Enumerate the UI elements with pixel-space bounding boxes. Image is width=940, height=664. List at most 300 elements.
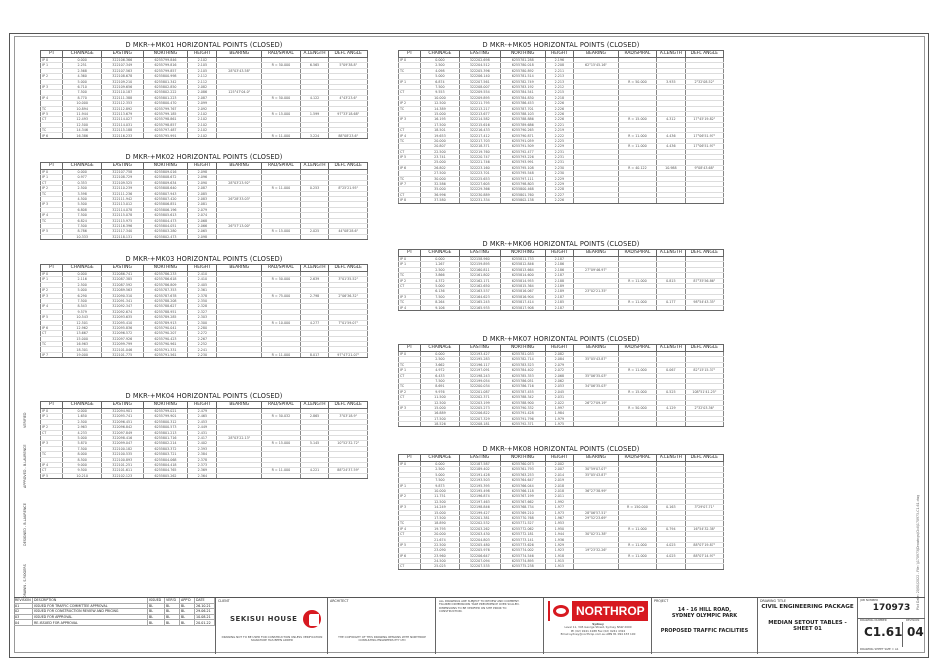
revision-cell: 20.01.22	[195, 620, 215, 626]
table-cell: 2.226	[545, 111, 574, 116]
table-cell: 322213.677	[459, 111, 500, 116]
table-cell: 9.000	[63, 462, 101, 467]
table-cell: IP 5	[41, 111, 63, 116]
table-cell: 1.936	[545, 537, 574, 542]
table-cell: 322092.674	[101, 309, 143, 314]
table-cell: 1.979	[545, 416, 574, 421]
table-cell: 1.950	[545, 526, 574, 531]
table-cell: 322113.679	[101, 111, 143, 116]
table-cell: 8.500	[63, 457, 101, 462]
table-cell: 1.967	[545, 515, 574, 520]
table-cell: IP 2	[399, 101, 421, 106]
table-cell: 322115.078	[101, 213, 143, 218]
table-cell: 322164.623	[459, 294, 500, 299]
column-header: EASTING	[459, 455, 500, 462]
revision-cell: BL	[180, 603, 195, 609]
table-cell: 1.977	[545, 505, 574, 510]
table-cell: 125°47'04.0"	[217, 90, 262, 95]
table-cell: IP 2	[41, 288, 63, 293]
table-cell: 322093.635	[101, 315, 143, 320]
table-cell: 3°03'18.9"	[329, 414, 368, 419]
table-cell: 2.081	[188, 202, 217, 207]
table-cell: 6255789.686	[500, 122, 545, 127]
table-cell: 98°54'43.35"	[685, 300, 723, 305]
column-header: DEFL ANGLE	[329, 51, 368, 58]
table-cell: 15.000	[63, 336, 101, 341]
table-cell: 6255802.850	[143, 84, 188, 89]
table-row	[399, 564, 724, 569]
column-header: EASTING	[101, 163, 143, 170]
table-cell: 322114.078	[101, 207, 143, 212]
table-cell: 11.751	[421, 494, 459, 499]
table-cell: 2.208	[545, 63, 574, 68]
table-cell: 6255783.192	[500, 84, 545, 89]
table-cell: 322202.371	[459, 395, 500, 400]
table-cell: 2.112	[188, 74, 217, 79]
table-cell: 30°59'07.07"	[574, 467, 619, 472]
table-cell: 2.211	[545, 68, 574, 73]
table-cell: 6255800.312	[143, 419, 188, 424]
table-cell: 9°08'43.68"	[685, 165, 723, 170]
column-header: BEARING	[574, 250, 619, 257]
table-cell: 322196.117	[459, 362, 500, 367]
table-cell: 322195.283	[459, 357, 500, 362]
column-header: A.LENGTH	[657, 345, 686, 352]
column-header: NORTHING	[143, 265, 188, 272]
table-cell: IP 4	[41, 213, 63, 218]
table-cell: 2.500	[63, 419, 101, 424]
table-cell: 44°08'28.6"	[329, 229, 368, 234]
table-cell: 322203.199	[459, 400, 500, 405]
column-header: CHAINAGE	[421, 250, 459, 257]
table-mk07	[398, 335, 724, 427]
table-cell: 322092.347	[101, 304, 143, 309]
table-cell: IP 4	[41, 304, 63, 309]
table-cell: 0.815	[657, 278, 686, 283]
table-cell: 322163.537	[459, 289, 500, 294]
table-cell: 6255788.951	[143, 309, 188, 314]
table-cell: 2°06'36.32"	[329, 293, 368, 298]
table-cell: 6255809.634	[143, 180, 188, 185]
table-cell: 19.653	[421, 133, 459, 138]
table-cell: 322200.034	[459, 384, 500, 389]
table-cell	[262, 473, 300, 478]
table-cell: 2.066	[188, 223, 217, 228]
table-cell	[685, 564, 723, 569]
column-header: BEARING	[574, 345, 619, 352]
table-cell: IP 5	[41, 229, 63, 234]
table-header-row	[41, 163, 368, 170]
column-header: EASTING	[459, 250, 500, 257]
side-label: APPROVED - B.LAURENCE	[23, 444, 27, 488]
table-cell: 322099.047	[101, 441, 143, 446]
table-cell: 5.000	[421, 472, 459, 477]
table-cell: 322165.935	[459, 305, 500, 310]
table-cell: 6255773.141	[500, 537, 545, 542]
table-cell: 6255812.846	[500, 262, 545, 267]
table-cell: 322116.233	[101, 133, 143, 138]
table-cell: 322094.901	[101, 409, 143, 414]
project-label: PROJECT	[654, 599, 669, 603]
column-header: DEFL ANGLE	[685, 345, 723, 352]
revision-row	[14, 620, 215, 626]
table-cell: 322162.171	[459, 278, 500, 283]
table-cell: 322219.760	[459, 149, 500, 154]
table-cell: 322195.498	[459, 488, 500, 493]
table-cell: 26.802	[421, 165, 459, 170]
table-cell: 6255767.662	[500, 499, 545, 504]
table-cell: 88°07'14.97"	[685, 553, 723, 558]
table-cell: 0.977	[63, 175, 101, 180]
table-cell: 322199.427	[459, 510, 500, 515]
table-cell: 4.221	[300, 468, 329, 473]
table-cell: 6255808.640	[143, 186, 188, 191]
table-cell: 2.500	[421, 63, 459, 68]
points-table	[398, 50, 724, 204]
table-cell: 17.500	[421, 515, 459, 520]
table-cell: 2.102	[188, 122, 217, 127]
table-cell: 322223.701	[459, 171, 500, 176]
consultant-panel	[544, 598, 652, 654]
table-cell: 322095.836	[101, 325, 143, 330]
table-cell: R = 50.000	[618, 79, 656, 84]
table-cell: 108°51'41.25"	[685, 389, 723, 394]
column-header: PT	[399, 345, 421, 352]
table-cell: 2.082	[545, 352, 574, 357]
table-cell: 10.000	[421, 95, 459, 100]
table-cell: IP 4	[41, 462, 63, 467]
table-row	[41, 133, 368, 138]
table-cell: 322220.747	[459, 155, 500, 160]
table-cell: 6255774.002	[500, 548, 545, 553]
table-cell: 6255788.208	[143, 298, 188, 303]
revision-cell: BL	[148, 609, 165, 615]
table-cell: 2.327	[188, 309, 217, 314]
table-cell: TC	[41, 452, 63, 457]
table-cell: 322112.353	[101, 101, 143, 106]
table-cell: 4.233	[63, 430, 101, 435]
table-cell: 8.017	[300, 352, 329, 357]
table-cell: 6255802.473	[143, 234, 188, 239]
table-cell: 322205.396	[459, 68, 500, 73]
table-cell: IP 6	[399, 165, 421, 170]
drawing-title-panel	[758, 598, 858, 654]
table-title: D MKR-+MK07 HORIZONTAL POINTS (CLOSED)	[482, 335, 640, 343]
table-cell: 2.085	[188, 191, 217, 196]
table-cell: 322206.140	[459, 74, 500, 79]
table-cell: 6255798.861	[143, 117, 188, 122]
table-cell: 10.210	[63, 473, 101, 478]
drawing-number: C1.61	[864, 625, 903, 639]
revision-cell: BL	[148, 603, 165, 609]
table-cell	[618, 305, 656, 310]
table-cell: 322111.388	[101, 95, 143, 100]
table-cell: 6255763.253	[500, 472, 545, 477]
sheet-size-label: DRAWING SHEET SIZE = A1	[860, 647, 899, 651]
table-cell: 9.553	[421, 90, 459, 95]
table-cell: 2.087	[188, 186, 217, 191]
table-cell: 322100.893	[101, 457, 143, 462]
table-cell: 2.045	[545, 389, 574, 394]
table-cell: 2.231	[545, 160, 574, 165]
column-header: DEFL ANGLE	[685, 455, 723, 462]
table-cell: 322108.678	[101, 74, 143, 79]
table-cell: 6255764.647	[500, 478, 545, 483]
table-cell	[217, 133, 262, 138]
table-cell: IP 5	[41, 473, 63, 478]
table-cell: IP 1	[399, 79, 421, 84]
table-cell: 18.501	[421, 128, 459, 133]
table-cell: 322214.582	[459, 117, 500, 122]
table-cell: 322204.803	[459, 537, 500, 542]
table-cell: CT	[41, 331, 63, 336]
project-description: PROPOSED TRAFFIC FACILITIES	[660, 628, 749, 634]
column-header: PT	[399, 455, 421, 462]
column-header: NORTHING	[500, 345, 545, 352]
table-cell: 3.662	[421, 362, 459, 367]
table-cell: 322203.430	[459, 532, 500, 537]
table-cell: 4.372	[421, 278, 459, 283]
column-header: BEARING	[217, 163, 262, 170]
table-cell: 2.226	[545, 106, 574, 111]
points-table	[40, 264, 368, 358]
column-header: A.LENGTH	[657, 250, 686, 257]
column-header: PT	[41, 402, 63, 409]
table-cell: 15.000	[421, 405, 459, 410]
table-cell: 2.196	[545, 58, 574, 63]
table-cell: TC	[41, 128, 63, 133]
revision-cell: BL	[165, 620, 180, 626]
revision-cell: 04	[14, 620, 33, 626]
table-cell: 2.072	[545, 368, 574, 373]
table-cell: 6255804.765	[143, 468, 188, 473]
table-cell: IP 2	[399, 494, 421, 499]
table-cell: 10.543	[63, 315, 101, 320]
table-cell: CT	[399, 149, 421, 154]
revision-table	[14, 598, 215, 626]
table-cell: 2.500	[421, 267, 459, 272]
table-cell: TC	[41, 191, 63, 196]
table-cell: 9.579	[63, 309, 101, 314]
column-header: EASTING	[101, 51, 143, 58]
table-cell: 6255801.716	[143, 435, 188, 440]
table-cell: 16°54'32.38"	[685, 526, 723, 531]
table-cell: 6255788.627	[143, 304, 188, 309]
table-cell: 2.229	[545, 144, 574, 149]
side-label: DESIGNED - B.LAURENCE	[23, 503, 27, 546]
table-cell: 0.000	[63, 409, 101, 414]
table-cell: 7.500	[63, 298, 101, 303]
table-cell: 88°24'37.59"	[329, 468, 368, 473]
table-cell: IP 6	[41, 133, 63, 138]
table-cell: 2.568	[63, 68, 101, 73]
table-cell: R = 11.000	[262, 133, 300, 138]
table-cell	[262, 234, 300, 239]
rev-header-description: DESCRIPTION	[33, 598, 148, 603]
table-cell: 18.301	[63, 347, 101, 352]
consultant-phone: Ph (02) 9241 4188 Fax (02) 9241 4324	[570, 628, 626, 633]
table-cell: 6255806.196	[143, 207, 188, 212]
table-cell: 6255786.453	[500, 101, 545, 106]
table-cell: 1.915	[545, 564, 574, 569]
table-cell: 322223.160	[459, 165, 500, 170]
revision-cell: 03	[14, 614, 33, 620]
table-cell: 6255800.470	[143, 101, 188, 106]
table-cell: R = 15.000	[618, 117, 656, 122]
table-cell: 16.195	[421, 117, 459, 122]
table-cell	[657, 305, 686, 310]
table-cell: 6255784.830	[500, 95, 545, 100]
client-note: DRAWING NOT TO BE USED FOR CONSTRUCTION UNLESS VERIFICATION SIGNATURE HAS BEEN ADDED	[221, 635, 323, 643]
table-cell: 6255799.021	[143, 409, 188, 414]
table-cell: 2.410	[188, 272, 217, 277]
table-cell: 322206.822	[459, 411, 500, 416]
table-cell: 322208.007	[459, 84, 500, 89]
table-cell: IP 0	[41, 58, 63, 63]
table-cell: 6255769.210	[500, 510, 545, 515]
table-cell: 2.187	[545, 273, 574, 278]
table-cell: 35°05'43.87"	[574, 357, 619, 362]
table-cell: 6255805.613	[143, 213, 188, 218]
column-header: A.LENGTH	[657, 51, 686, 58]
column-header: DEFL ANGLE	[329, 163, 368, 170]
table-cell: 6255804.473	[143, 218, 188, 223]
rev-header-issued: ISSUED	[148, 598, 165, 603]
table-cell	[399, 422, 421, 427]
revision-label: REVISION	[906, 618, 920, 622]
table-cell: TC	[399, 106, 421, 111]
table-cell: 29°52'23.69"	[574, 515, 619, 520]
table-cell: CT	[41, 180, 63, 185]
table-cell: 11.500	[421, 395, 459, 400]
column-header: RAD/SPIRAL	[618, 455, 656, 462]
table-cell: IP 0	[399, 58, 421, 63]
column-header: DEFL ANGLE	[685, 51, 723, 58]
table-cell: 6255795.548	[500, 171, 545, 176]
table-cell: 6255791.331	[143, 347, 188, 352]
table-cell: IP 0	[41, 272, 63, 277]
table-cell: 4.025	[657, 542, 686, 547]
points-table	[398, 249, 724, 311]
table-cell: 32.586	[421, 181, 459, 186]
table-cell: R = 11.000	[618, 542, 656, 547]
table-cell: 6255800.573	[143, 425, 188, 430]
table-cell: 322201.381	[459, 515, 500, 520]
table-cell: 6255768.734	[500, 505, 545, 510]
table-cell: 2.227	[545, 192, 574, 197]
table-cell: 6255790.961	[143, 342, 188, 347]
table-cell: 322201.087	[459, 389, 500, 394]
table-cell: 322114.027	[101, 117, 143, 122]
job-number: 170973	[872, 603, 911, 614]
table-title: D MKR-+MK04 HORIZONTAL POINTS (CLOSED)	[125, 392, 283, 400]
table-cell: 2.065	[188, 229, 217, 234]
table-cell: 7.500	[63, 90, 101, 95]
table-cell: 7.500	[421, 84, 459, 89]
table-cell: 2.112	[188, 79, 217, 84]
table-cell: 5.000	[421, 283, 459, 288]
table-cell: CT	[41, 117, 63, 122]
table-cell	[685, 305, 723, 310]
table-cell: 322207.561	[459, 79, 500, 84]
table-cell	[657, 422, 686, 427]
table-cell: 25.025	[421, 564, 459, 569]
table-cell: 6255790.423	[143, 336, 188, 341]
table-cell: IP 7	[399, 181, 421, 186]
table-cell: 2.350	[188, 298, 217, 303]
table-cell	[574, 422, 619, 427]
table-cell: 30.000	[421, 176, 459, 181]
table-cell: 322115.975	[101, 218, 143, 223]
table-cell	[657, 564, 686, 569]
table-cell: 8.770	[63, 95, 101, 100]
table-row	[399, 305, 724, 310]
table-cell: 2.241	[188, 347, 217, 352]
table-cell	[300, 473, 329, 478]
table-cell: 1.599	[300, 111, 329, 116]
table-cell: 322218.371	[459, 144, 500, 149]
table-cell: 2.090	[188, 180, 217, 185]
table-cell: 6255782.714	[500, 357, 545, 362]
table-cell: 6255802.214	[143, 441, 188, 446]
table-cell: 6255789.285	[143, 315, 188, 320]
table-cell: 322161.802	[459, 273, 500, 278]
table-cell: 6255797.111	[500, 176, 545, 181]
table-cell: 0.000	[421, 352, 459, 357]
table-cell: 6255805.262	[143, 473, 188, 478]
table-cell: 2.189	[545, 289, 574, 294]
table-cell: 6255804.418	[143, 462, 188, 467]
table-cell: 15.000	[421, 510, 459, 515]
table-cell: 17°06'51.97"	[685, 144, 723, 149]
table-cell: 6255813.664	[500, 267, 545, 272]
table-cell: 322116.396	[101, 223, 143, 228]
table-cell: 2.230	[545, 171, 574, 176]
table-cell: 322159.895	[459, 262, 500, 267]
table-cell: 35°05'43.87"	[574, 472, 619, 477]
table-cell: 322199.054	[459, 378, 500, 383]
table-cell: R = 11.000	[262, 352, 300, 357]
table-cell: 6255781.288	[500, 58, 545, 63]
table-cell: 6255817.414	[500, 300, 545, 305]
table-cell: 6255806.851	[143, 202, 188, 207]
table-cell: 6255780.018	[500, 63, 545, 68]
table-cell: 6255787.353	[143, 288, 188, 293]
table-mk05	[398, 41, 724, 204]
table-mk02	[40, 153, 368, 240]
consultant-city: Sydney	[592, 622, 604, 626]
table-cell: 36°27'38.99"	[574, 488, 619, 493]
table-cell: 2.405	[188, 282, 217, 287]
table-cell: 12.500	[421, 499, 459, 504]
rev-header-date: DATE	[195, 598, 215, 603]
table-row	[399, 198, 724, 203]
table-cell: 7°01'59.07"	[329, 320, 368, 325]
table-cell: CT	[399, 128, 421, 133]
table-cell: 0.000	[63, 58, 101, 63]
table-cell: 6255802.138	[500, 198, 545, 203]
table-cell: 2.230	[188, 352, 217, 357]
table-cell: 6255772.181	[500, 532, 545, 537]
table-cell: 6255808.672	[143, 175, 188, 180]
project-line-1: 14 - 16 HILL ROAD,	[677, 607, 732, 613]
table-cell: IP 7	[41, 352, 63, 357]
table-cell: 27.500	[421, 171, 459, 176]
revision-row	[14, 609, 215, 615]
table-cell: TC	[399, 273, 421, 278]
revision-cell: BL	[148, 614, 165, 620]
table-cell: 2.500	[421, 467, 459, 472]
